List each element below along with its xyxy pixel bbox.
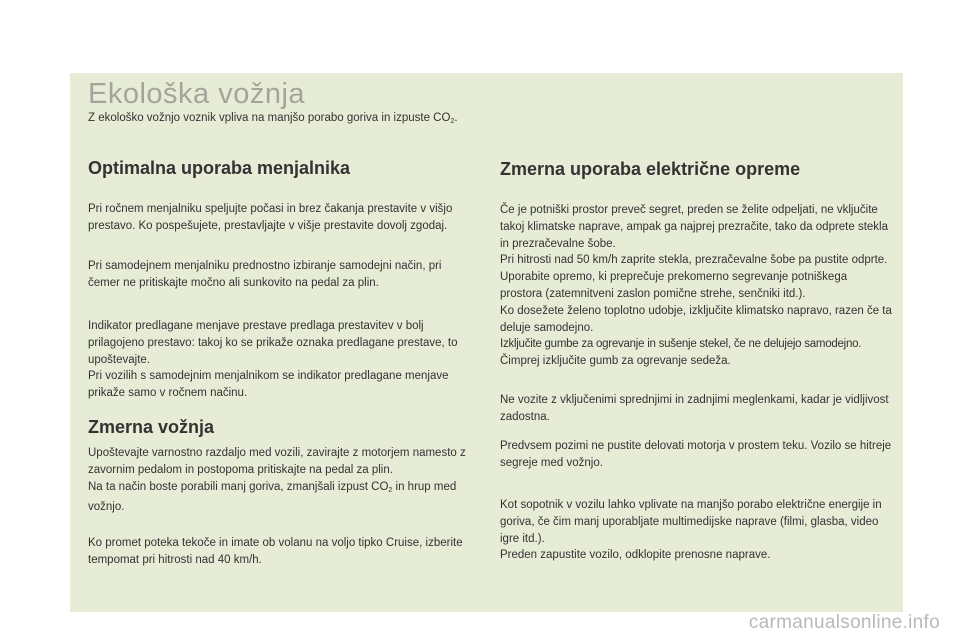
watermark: carmanualsonline.info: [748, 612, 940, 633]
subtitle-end: .: [454, 112, 458, 124]
gearbox-paragraph-3-line-2: Pri vozilih s samodejnim menjalnikom se indikator predlagane menjave prikaže samo v ročnem načinu.: [88, 370, 449, 400]
electrical-line-4: Ko dosežete želeno toplotno udobje, izključite klimatsko napravo, razen če ta deluje samodejno.: [500, 304, 892, 334]
driving-paragraph-1-line-1: Upoštevajte varnostno razdaljo med vozili, zavirajte z motorjem namesto z zavornim pedalom in postopoma pritiskajte na pedal za plin.: [88, 447, 466, 476]
electrical-paragraph-1: [500, 202, 892, 370]
electrical-paragraph-2: Ne vozite z vključenimi sprednjimi in zadnjimi meglenkami, kadar je vidljivost zadostna.: [500, 394, 889, 423]
subtitle-text: Z ekološko vožnjo voznik vpliva na manjšo porabo goriva in izpuste CO: [88, 112, 451, 124]
subtitle-subscript: 2: [450, 118, 455, 125]
electrical-line-6: Čimprej izključite gumb za ogrevanje sedeža.: [500, 355, 731, 368]
driving-paragraph-2: Ko promet poteka tekoče in imate ob volanu na voljo tipko Cruise, izberite tempomat pri hitrosti nad 40 km/h.: [88, 537, 463, 566]
gearbox-paragraph-1: Pri ročnem menjalniku speljujte počasi in brez čakanja prestavite v višjo prestavo. Ko pospešujete, prestavljajte v višje prestavite dovolj zgodaj.: [88, 203, 453, 232]
gearbox-paragraph-2: Pri samodejnem menjalniku prednostno izbiranje samodejni način, pri čemer ne pritiskajte močno ali sunkovito na pedal za plin.: [88, 260, 442, 289]
heading-gearbox: Optimalna uporaba menjalnika: [88, 158, 351, 178]
driving-paragraph-1-line-2-end: in hrup med vožnjo.: [88, 480, 457, 514]
driving-paragraph-1: [88, 445, 473, 516]
gearbox-paragraph-3-line-1: Indikator predlagane menjave prestave predlaga prestavitev v bolj prilagojeno prestavo: takoj ko se prikaže oznaka predlagane prestave, to upoštevajte.: [88, 320, 458, 366]
electrical-paragraph-3: Predvsem pozimi ne pustite delovati motorja v prostem teku. Vozilo se hitreje segreje med vožnjo.: [500, 440, 892, 469]
gearbox-paragraph-3: [88, 318, 473, 402]
driving-paragraph-1-line-2: Na ta način boste porabili manj goriva, zmanjšali izpust CO: [88, 480, 389, 493]
electrical-paragraph-4-line-1: Kot sopotnik v vozilu lahko vplivate na manjšo porabo električne energije in goriva, če čim manj uporabljate multimedijske naprave (filmi, glasba, video igre itd.).: [500, 499, 882, 545]
electrical-line-3: Uporabite opremo, ki preprečuje prekomerno segrevanje potniškega prostora (zatemnitveni zaslon pomične strehe, senčniki itd.).: [500, 271, 848, 300]
heading-moderate-driving: Zmerna vožnja: [88, 417, 215, 437]
electrical-line-1: Če je potniški prostor preveč segret, preden se želite odpeljati, ne vključite takoj klimatske naprave, ampak ga najprej prezračite, tako da odprete stekla in prezračevalne šobe.: [500, 204, 889, 250]
page-title: Ekološka vožnja: [88, 78, 306, 110]
driving-co2-subscript: 2: [388, 486, 393, 494]
heading-electrical-equipment: Zmerna uporaba električne opreme: [500, 159, 801, 179]
electrical-line-5: Izključite gumbe za ogrevanje in sušenje stekel, če ne delujejo samodejno.: [500, 338, 862, 351]
electrical-paragraph-4-line-2: Preden zapustite vozilo, odklopite prenosne naprave.: [500, 549, 771, 562]
page-subtitle: [88, 112, 458, 125]
electrical-paragraph-4: [500, 497, 892, 564]
electrical-line-2: Pri hitrosti nad 50 km/h zaprite stekla, prezračevalne šobe pa pustite odprte.: [500, 254, 888, 267]
